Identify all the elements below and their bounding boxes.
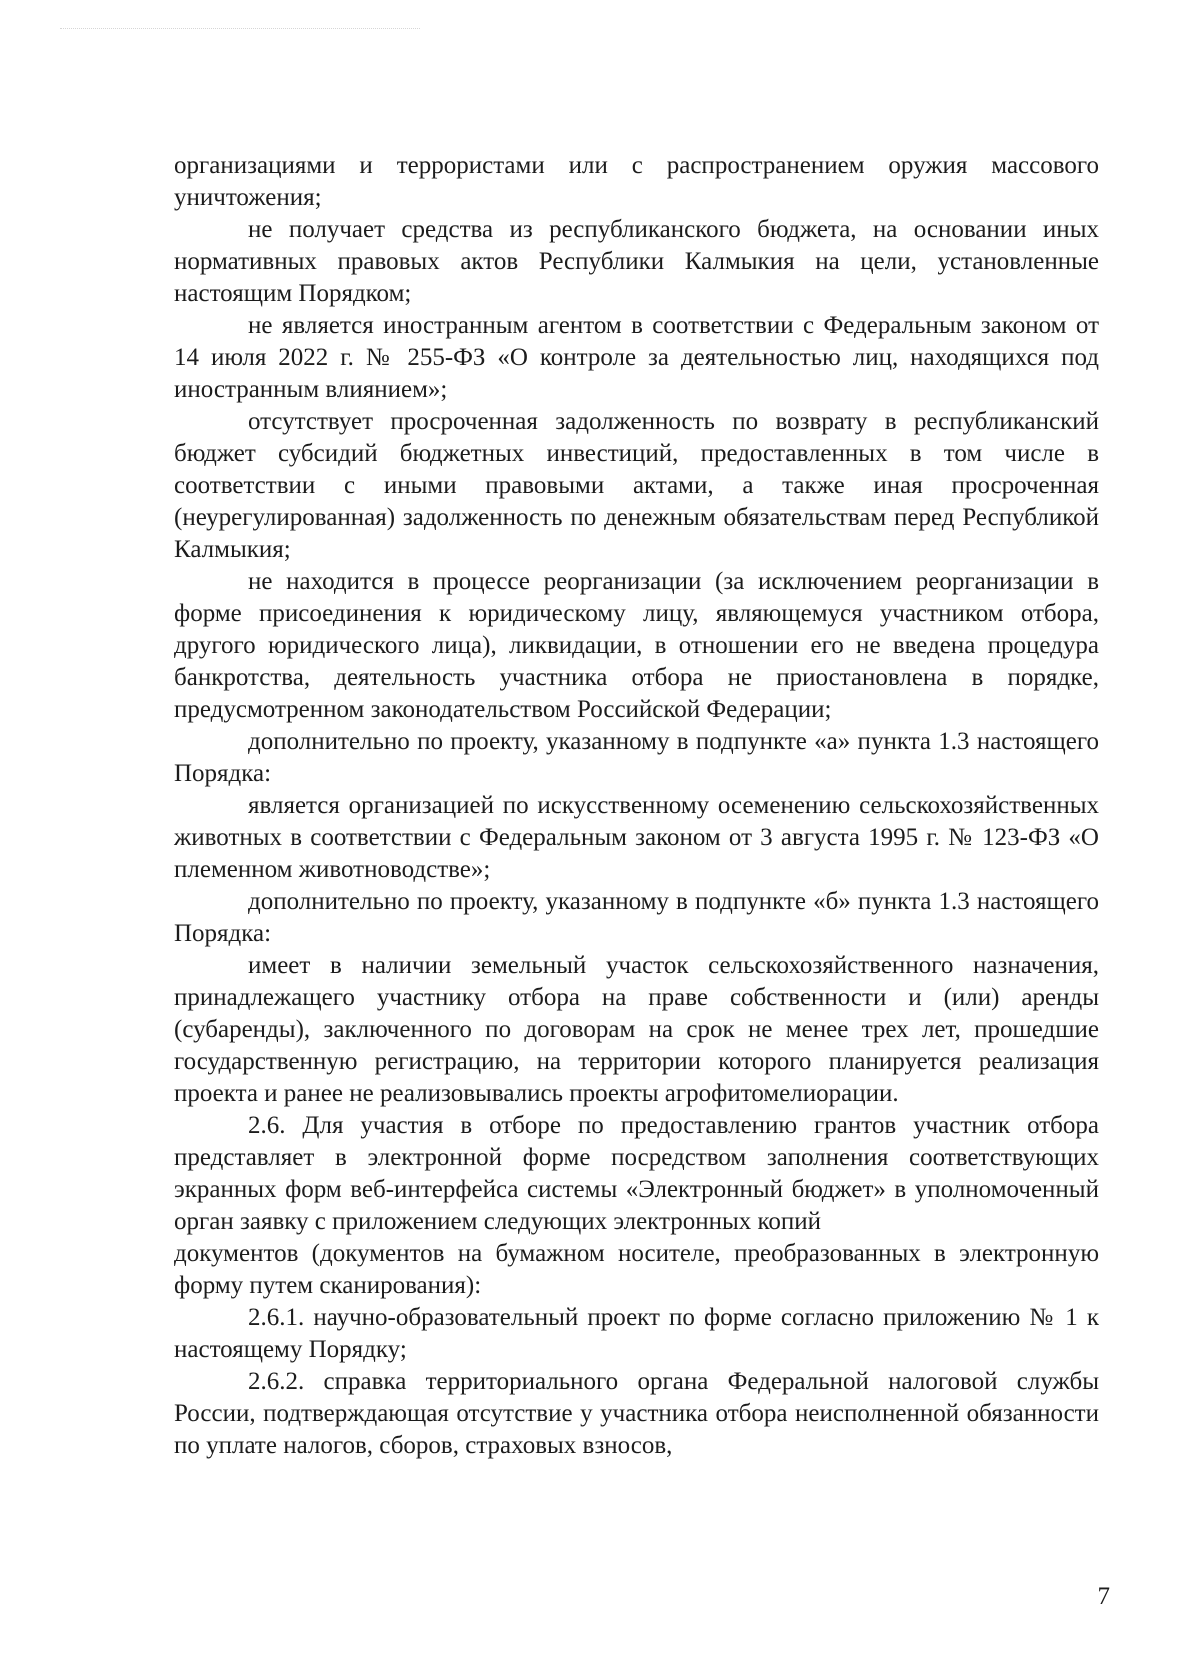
paragraph-2-6-continuation: документов (документов на бумажном носителе, преобразованных в электронную форму путем сканирования):	[174, 1240, 1099, 1299]
scan-artifact	[60, 28, 420, 31]
paragraph-budget-funds: не получает средства из республиканского бюджета, на основании иных нормативных правовых актов Республики Калмыкия на цели, установленные настоящим Порядком;	[174, 216, 1099, 307]
paragraph-land-plot: имеет в наличии земельный участок сельскохозяйственного назначения, принадлежащего участнику отбора на праве собственности и (или) аренды (субаренды), заключенного по договорам на срок не менее трех лет, прошедшие государственную регистрацию, на территории которого планируется реализация проекта и ранее не реализовывались проекты агрофитомелиорации.	[174, 952, 1099, 1107]
paragraph-2-6-2: 2.6.2. справка территориального органа Федеральной налоговой службы России, подтверждающая отсутствие у участника отбора неисполненной обязанности по уплате налогов, сборов, страховых взносов,	[174, 1368, 1099, 1459]
paragraph-project-a: дополнительно по проекту, указанному в подпункте «а» пункта 1.3 настоящего Порядка:	[174, 728, 1099, 787]
paragraph-continuation: организациями и террористами или с распространением оружия массового уничтожения;	[174, 152, 1099, 211]
paragraph-reorganization: не находится в процессе реорганизации (за исключением реорганизации в форме присоединения к юридическому лицу, являющемуся участником отбора, другого юридического лица), ликвидации, в отношении его не введена процедура банкротства, деятельность участника отбора не приостановлена в порядке, предусмотренном законодательством Российской Федерации;	[174, 568, 1099, 723]
paragraph-2-6-1: 2.6.1. научно-образовательный проект по форме согласно приложению № 1 к настоящему Порядку;	[174, 1304, 1099, 1363]
paragraph-debt: отсутствует просроченная задолженность по возврату в республиканский бюджет субсидий бюджетных инвестиций, предоставленных в том числе в соответствии с иными правовыми актами, а также иная просроченная (неурегулированная) задолженность по денежным обязательствам перед Республикой Калмыкия;	[174, 408, 1099, 563]
document-body	[174, 150, 1099, 1462]
paragraph-2-6: 2.6. Для участия в отборе по предоставлению грантов участник отбора представляет в электронной форме посредством заполнения соответствующих экранных форм веб-интерфейса системы «Электронный бюджет» в уполномоченный орган заявку с приложением следующих электронных копий	[174, 1112, 1099, 1235]
page-number: 7	[1097, 1583, 1110, 1610]
paragraph-foreign-agent: не является иностранным агентом в соответствии с Федеральным законом от 14 июля 2022 г. № 255-ФЗ «О контроле за деятельностью лиц, находящихся под иностранным влиянием»;	[174, 312, 1099, 403]
paragraph-insemination: является организацией по искусственному осеменению сельскохозяйственных животных в соответствии с Федеральным законом от 3 августа 1995 г. № 123-ФЗ «О племенном животноводстве»;	[174, 792, 1099, 883]
paragraph-project-b: дополнительно по проекту, указанному в подпункте «б» пункта 1.3 настоящего Порядка:	[174, 888, 1099, 947]
